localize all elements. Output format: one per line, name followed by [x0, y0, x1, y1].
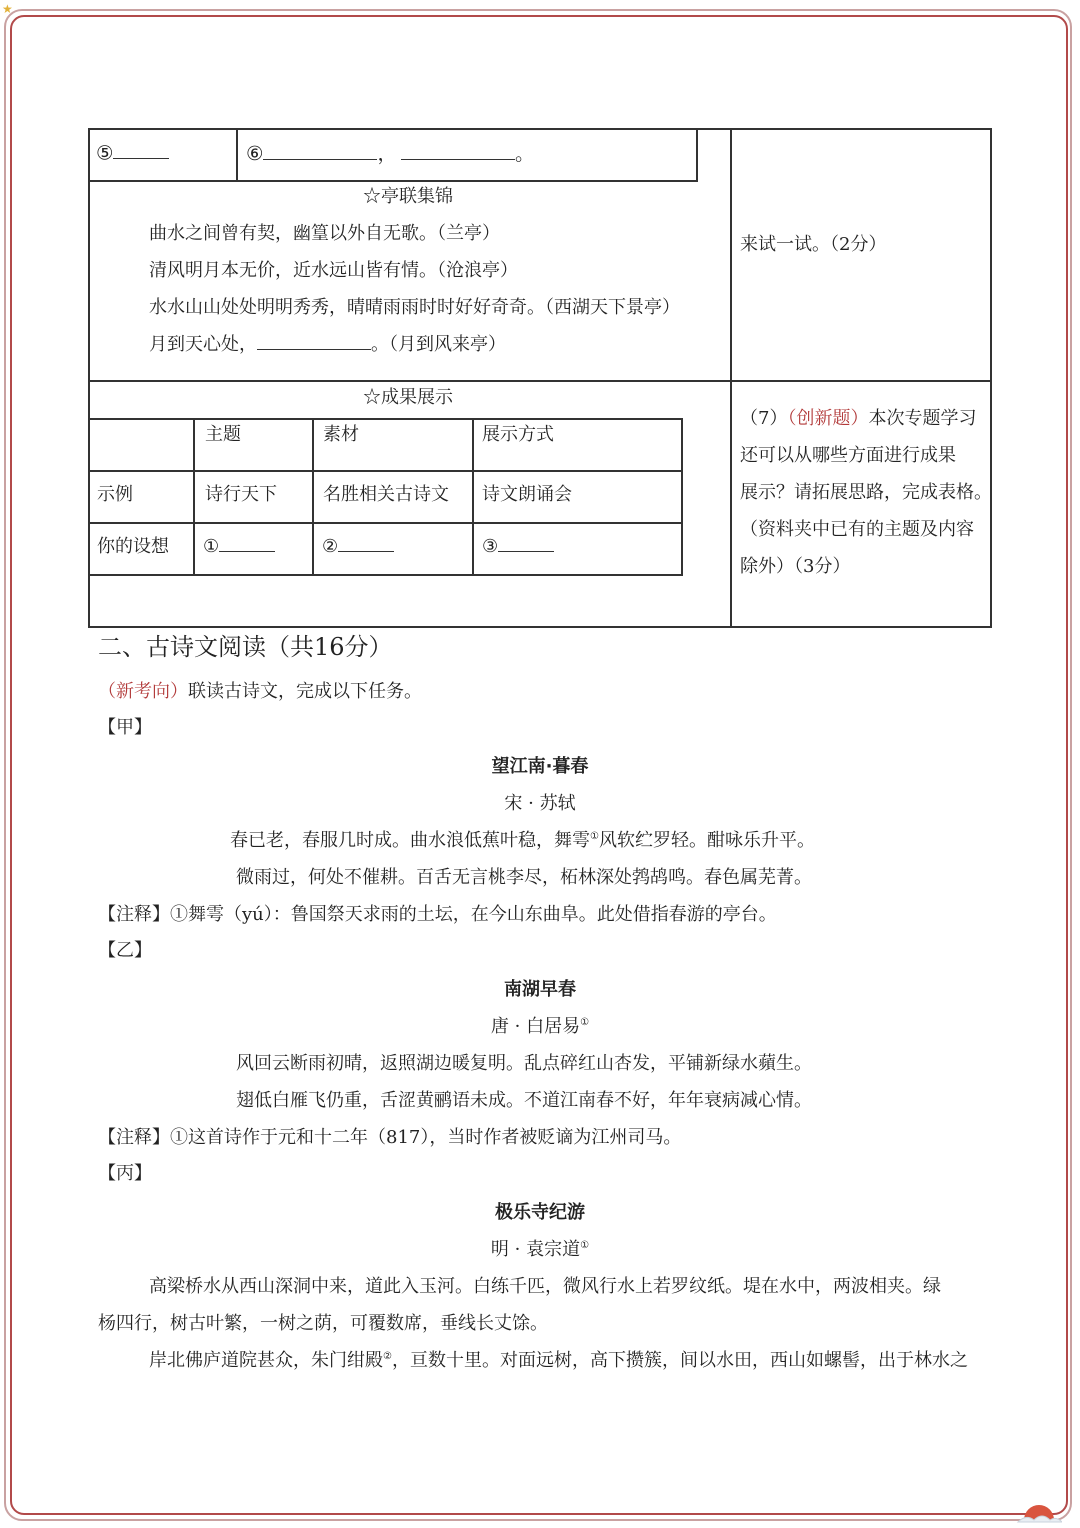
your-method-cell: ③ [482, 532, 554, 557]
poem2-line-2: 翅低白雁飞仍重，舌涩黄鹂语未成。不道江南春不好，年年衰病减心情。 [236, 1090, 812, 1111]
header-material: 素材 [323, 424, 359, 445]
side-question-7: （7）（创新题）本次专题学习 [740, 408, 977, 429]
couplet-blank-line[interactable] [257, 330, 371, 350]
header-method: 展示方式 [482, 424, 554, 445]
poem2-title: 南湖早春 [504, 979, 576, 1000]
task-line: （新考向）联读古诗文，完成以下任务。 [98, 681, 422, 702]
side-try-it: 来试一试。（2分） [740, 234, 887, 255]
circled-6-label: ⑥ [246, 142, 264, 165]
blank-5-cell [96, 138, 169, 164]
couplet-line-3: 水水山山处处明明秀秀，晴晴雨雨时时好好奇奇。（西湖天下景亭） [149, 297, 680, 318]
corner-star-icon: ★ [2, 2, 13, 16]
your-method-blank[interactable] [498, 532, 554, 552]
blank-6-cell: ⑥ ， 。 [246, 138, 535, 166]
circled-5-label: ⑤ [96, 141, 114, 165]
poem2-author: 唐 · 白居易① [490, 1016, 590, 1037]
header-theme: 主题 [205, 424, 241, 445]
your-material-cell: ② [322, 532, 394, 557]
example-method: 诗文朗诵会 [482, 484, 572, 505]
couplet-line-1: 曲水之间曾有契，幽篁以外自无歌。（兰亭） [149, 223, 500, 244]
pavilion-heading: ☆亭联集锦 [363, 186, 453, 207]
couplet-line-2: 清风明月本无价，近水远山皆有情。（沧浪亭） [149, 260, 518, 281]
label-jia: 【甲】 [98, 717, 152, 738]
innovation-tag: （创新题） [787, 408, 869, 429]
your-theme-blank[interactable] [219, 532, 275, 552]
label-yi: 【乙】 [98, 940, 152, 961]
example-theme: 诗行天下 [205, 484, 277, 505]
prose-para-1-line-1: 高梁桥水从西山深洞中来，道此入玉河。白练千匹，微风行水上若罗纹纸。堤在水中，两波相夹。绿 [149, 1276, 941, 1297]
row-yours-label: 你的设想 [97, 536, 169, 557]
poem1-line-2: 微雨过，何处不催耕。百舌无言桃李尽，柘林深处鹁鸪鸣。春色属芜菁。 [236, 867, 812, 888]
side-q7-line-5: 除外）（3分） [740, 556, 851, 577]
results-heading: ☆成果展示 [363, 387, 453, 408]
your-material-blank[interactable] [338, 532, 394, 552]
poem2-note: 【注释】①这首诗作于元和十二年（817），当时作者被贬谪为江州司马。 [98, 1127, 682, 1148]
example-material: 名胜相关古诗文 [323, 484, 449, 505]
your-theme-cell: ① [203, 532, 275, 557]
blank-5-line[interactable] [113, 138, 169, 159]
side-q7-line-3: 展示？请拓展思路，完成表格。 [740, 482, 992, 503]
poem2-line-1: 风回云断雨初晴，返照湖边暖复明。乱点碎红山杏发，平铺新绿水蘋生。 [236, 1053, 812, 1074]
new-trend-tag: （新考向） [98, 681, 188, 702]
prose-title: 极乐寺纪游 [495, 1202, 585, 1223]
section-2-title: 二、古诗文阅读（共16分） [98, 633, 393, 661]
blank-6a-line[interactable] [263, 139, 377, 160]
corner-sun-cloud-icon [1016, 1494, 1062, 1524]
poem1-author: 宋 · 苏轼 [504, 793, 576, 814]
row-example-label: 示例 [97, 484, 133, 505]
poem1-note: 【注释】①舞雩（yú）：鲁国祭天求雨的土坛，在今山东曲阜。此处借指春游的亭台。 [98, 904, 777, 925]
poem1-title: 望江南·暮春 [491, 756, 589, 777]
poem1-line-1: 春已老，春服几时成。曲水浪低蕉叶稳，舞雩①风软纻罗轻。酣咏乐升平。 [230, 830, 815, 851]
blank-6b-line[interactable] [401, 139, 515, 160]
side-q7-line-2: 还可以从哪些方面进行成果 [740, 445, 956, 466]
prose-para-2-line-1: 岸北佛庐道院甚众，朱门绀殿②，亘数十里。对面远树，高下攒簇，间以水田，西山如螺髻，出于林水之 [149, 1350, 968, 1371]
prose-author: 明 · 袁宗道① [490, 1239, 590, 1260]
side-q7-line-4: （资料夹中已有的主题及内容 [740, 519, 974, 540]
couplet-line-4: 月到天心处， 。（月到风来亭） [149, 330, 506, 356]
prose-para-1-line-2: 杨四行，树古叶繁，一树之荫，可覆数席，垂线长丈馀。 [98, 1313, 548, 1334]
label-bing: 【丙】 [98, 1163, 152, 1184]
